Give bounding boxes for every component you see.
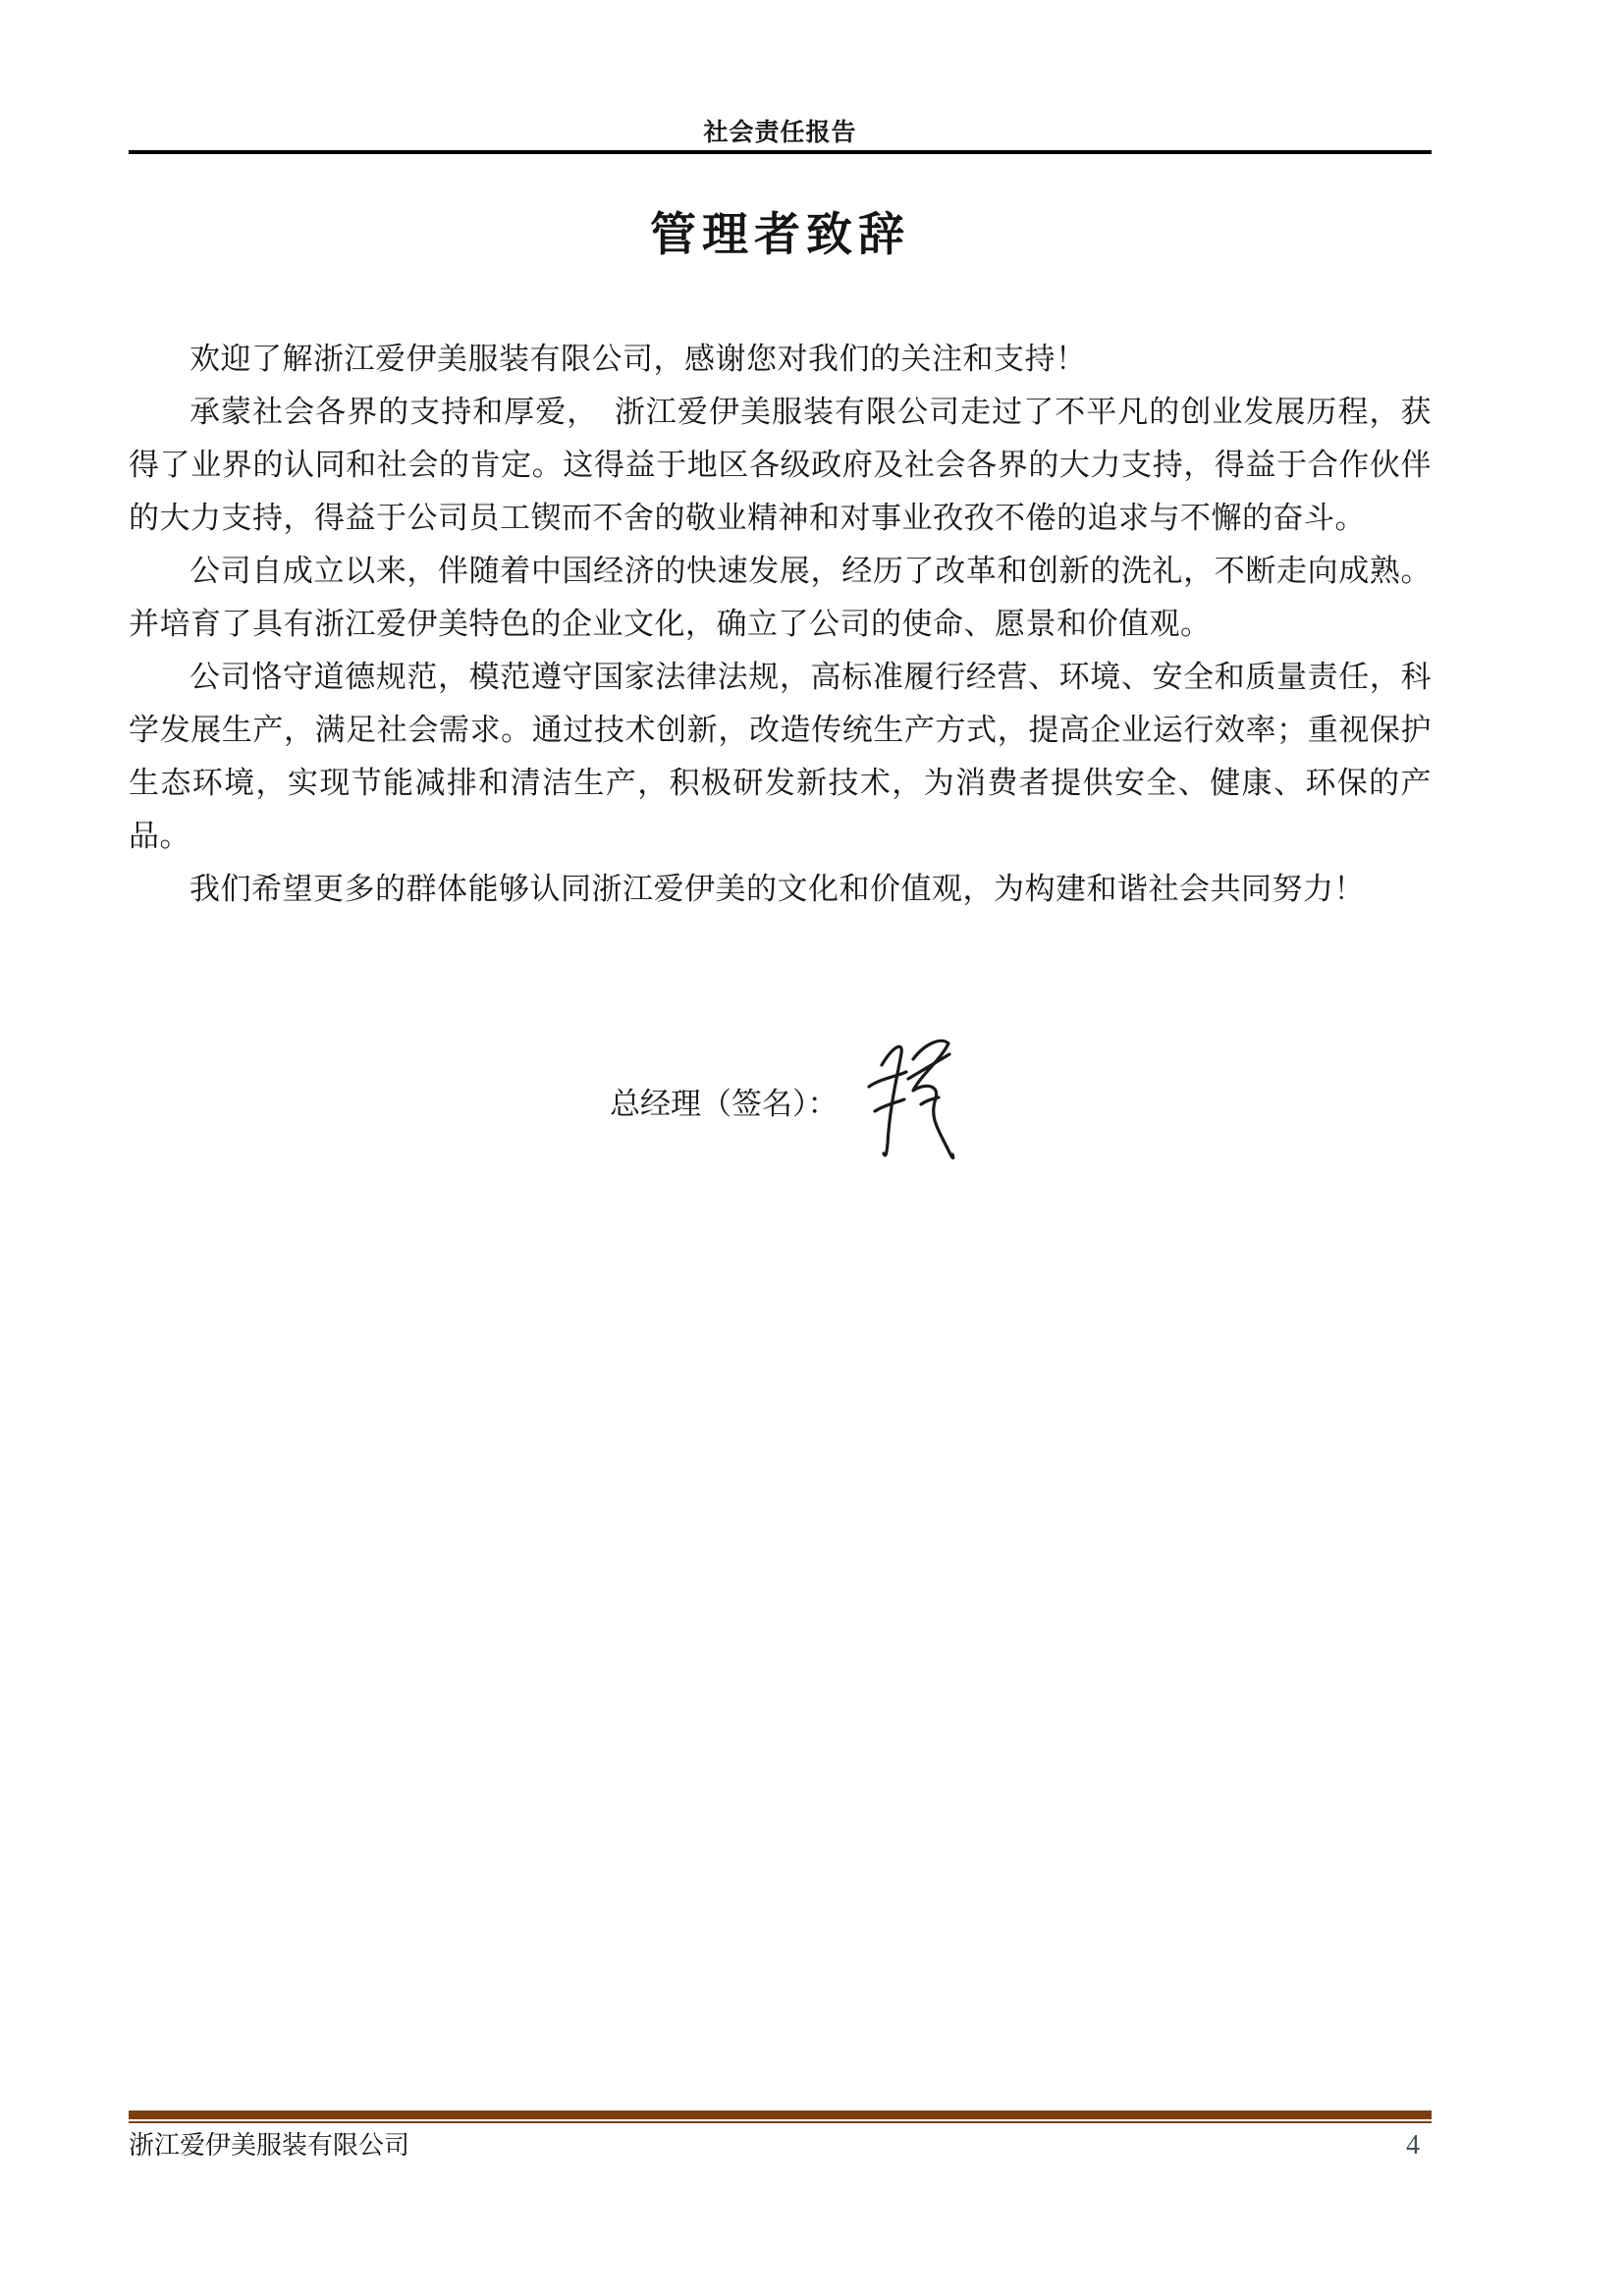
page-title: 管理者致辞 (650, 210, 910, 261)
signature-label: 总经理（签名）： (610, 1087, 839, 1121)
footer-row (129, 2130, 1432, 2161)
page-footer (129, 2110, 1432, 2161)
footer-divider-thin (129, 2121, 1432, 2123)
paragraph: 我们希望更多的群体能够认同浙江爱伊美的文化和价值观，为构建和谐社会共同努力！ (189, 872, 1365, 906)
footer-divider-thick (129, 2110, 1432, 2119)
body-text (129, 333, 1432, 916)
page-header (129, 0, 1432, 154)
handwritten-signature-icon (852, 1028, 962, 1170)
paragraph: 欢迎了解浙江爱伊美服装有限公司，感谢您对我们的关注和支持！ (189, 342, 1087, 376)
paragraph: 公司自成立以来，伴随着中国经济的快速发展，经历了改革和创新的洗礼，不断走向成熟。并培育了具有浙江爱伊美特色的企业文化，确立了公司的使命、愿景和价值观。 (129, 554, 1432, 641)
signature-block (129, 1085, 1432, 1178)
paragraph: 承蒙社会各界的支持和厚爱， 浙江爱伊美服装有限公司走过了不平凡的创业发展历程，获得了业界的认同和社会的肯定。这得益于地区各级政府及社会各界的大力支持，得益于合作伙伴的大力支持，得益于公司员工锲而不舍的敬业精神和对事业孜孜不倦的追求与不懈的奋斗。 (129, 395, 1432, 535)
paragraph: 公司恪守道德规范，模范遵守国家法律法规，高标准履行经营、环境、安全和质量责任，科学发展生产，满足社会需求。通过技术创新，改造传统生产方式，提高企业运行效率；重视保护生态环境，实现节能减排和清洁生产，积极研发新技术，为消费者提供安全、健康、环保的产品。 (129, 660, 1432, 853)
running-header-title: 社会责任报告 (703, 119, 857, 146)
header-divider (129, 150, 1432, 154)
page-number: 4 (1406, 2130, 1420, 2161)
footer-company-name: 浙江爱伊美服装有限公司 (129, 2130, 410, 2160)
